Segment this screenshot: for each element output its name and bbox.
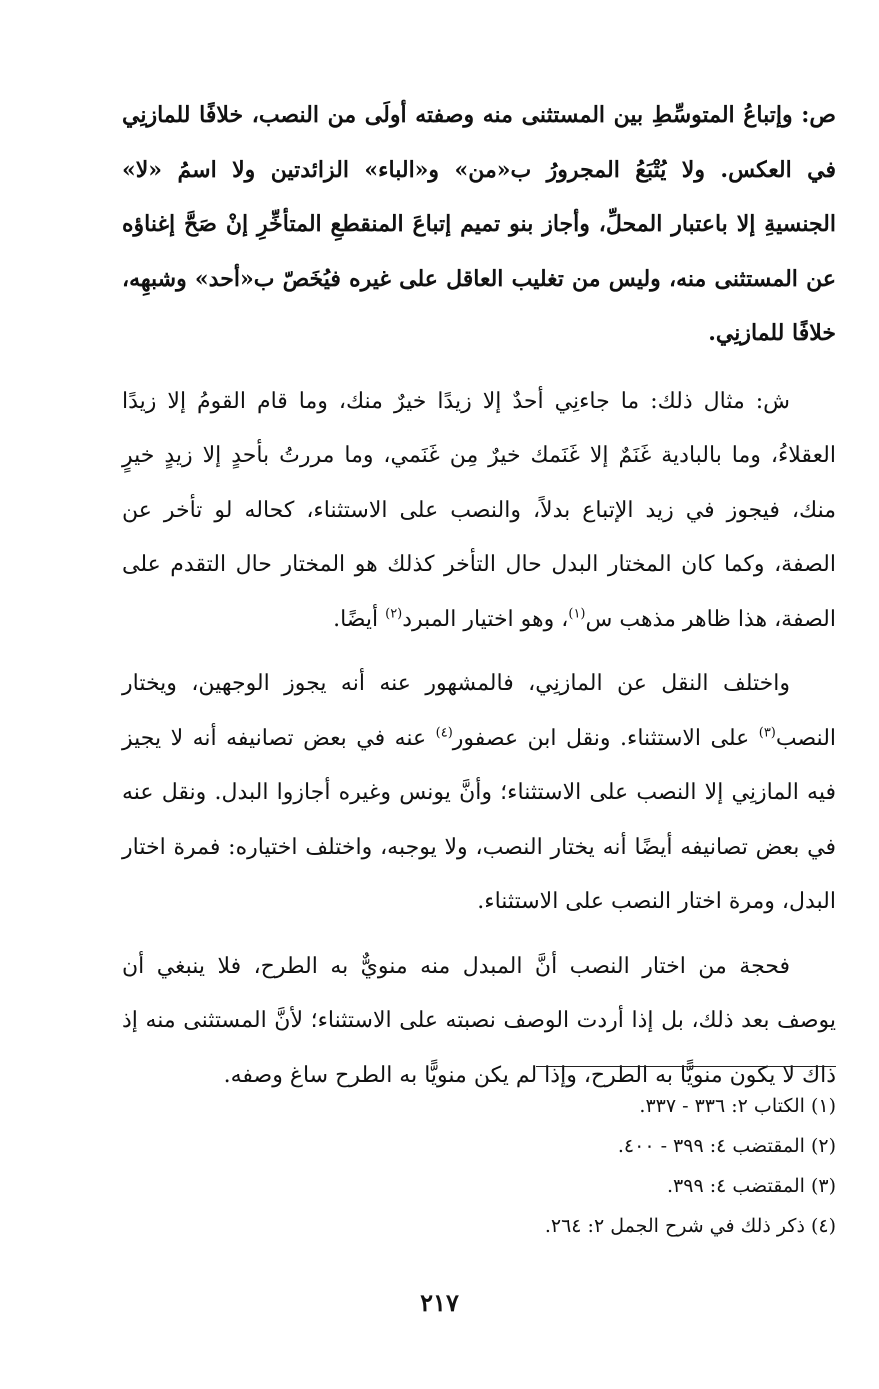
footnote-marker[interactable]: (١) (568, 606, 586, 622)
footnote-separator (536, 1066, 836, 1067)
footnotes (122, 1086, 836, 1246)
sharh-paragraph (122, 657, 836, 930)
page-body (122, 88, 836, 1103)
footnote-item: (٣) المقتضب ٤: ٣٩٩. (666, 1175, 836, 1197)
footnote-item: (٢) المقتضب ٤: ٣٩٩ - ٤٠٠. (617, 1135, 836, 1157)
sharh-paragraph (122, 375, 836, 648)
sharh-paragraph (122, 940, 836, 1104)
paragraph-text: ص: وإتباعُ المتوسِّطِ بين المستثنى منه وصفته أولَى من النصب، خلافًا للمازنِي في العكس. ولا يُتْبَعُ المجرورُ ب«من» و«الباء» الزائدتين ولا اسمُ «لا» الجنسيةِ إلا باعتبار المحلِّ، وأجاز بنو تميم إتباعَ المنقطعِ المتأخِّرِ إنْ صَحَّ إغناؤه عن المستثنى منه، وليس من تغليب العاقل على غيره فيُخَصّ ب«أحد» وشبهِه، خلافًا للمازنِي. (122, 102, 836, 346)
page-number: ٢١٧ (420, 1288, 459, 1317)
footnote-marker[interactable]: (٢) (385, 606, 403, 622)
paragraph-text: عنه في بعض تصانيفه أنه لا يجيز فيه المازنِي إلا النصب على الاستثناء؛ وأنَّ يونس وغيره أجازوا البدل. ونقل عنه في بعض تصانيفه أيضًا أنه يختار النصب، ولا يوجبه، واختلف اختياره: فمرة اختار البدل، ومرة اختار النصب على الاستثناء. (122, 725, 836, 914)
footnote-marker[interactable]: (٣) (758, 725, 776, 741)
paragraph-text: ، وهو اختيار المبرد (402, 606, 569, 632)
paragraph-text: على الاستثناء. ونقل ابن عصفور (452, 725, 759, 751)
footnote-item: (١) الكتاب ٢: ٣٣٦ - ٣٣٧. (639, 1095, 836, 1117)
footnote-marker[interactable]: (٤) (435, 725, 453, 741)
paragraph-text: ش: مثال ذلك: ما جاءنِي أحدٌ إلا زيدًا خيرٌ منك، وما قام القومُ إلا زيدًا العقلاءُ، وما بالبادية غَنَمٌ إلا غَنَمك خيرٌ مِن غَنَمي، وما مررتُ بأحدٍ إلا زيدٍ خيرٍ منك، فيجوز في زيد الإتباع بدلاً، والنصب على الاستثناء، كحاله لو تأخر عن الصفة، وكما كان المختار البدل حال التأخر كذلك هو المختار حال التقدم على الصفة، هذا ظاهر مذهب س (122, 388, 836, 632)
footnote-item: (٤) ذكر ذلك في شرح الجمل ٢: ٢٦٤. (544, 1215, 836, 1237)
paragraph-text: أيضًا. (333, 606, 386, 632)
paragraph-text: فحجة من اختار النصب أنَّ المبدل منه منويٌّ به الطرح، فلا ينبغي أن يوصف بعد ذلك، بل إذا أردت الوصف نصبته على الاستثناء؛ لأنَّ المستثنى منه إذ ذاك لا يكون منويًّا به الطرح، وإذا لم يكن منويًّا به الطرح ساغ وصفه. (122, 953, 836, 1088)
matn-paragraph (122, 88, 836, 361)
paragraph-text: واختلف النقل عن المازنِي، فالمشهور عنه أنه يجوز الوجهين، ويختار النصب (122, 671, 837, 751)
